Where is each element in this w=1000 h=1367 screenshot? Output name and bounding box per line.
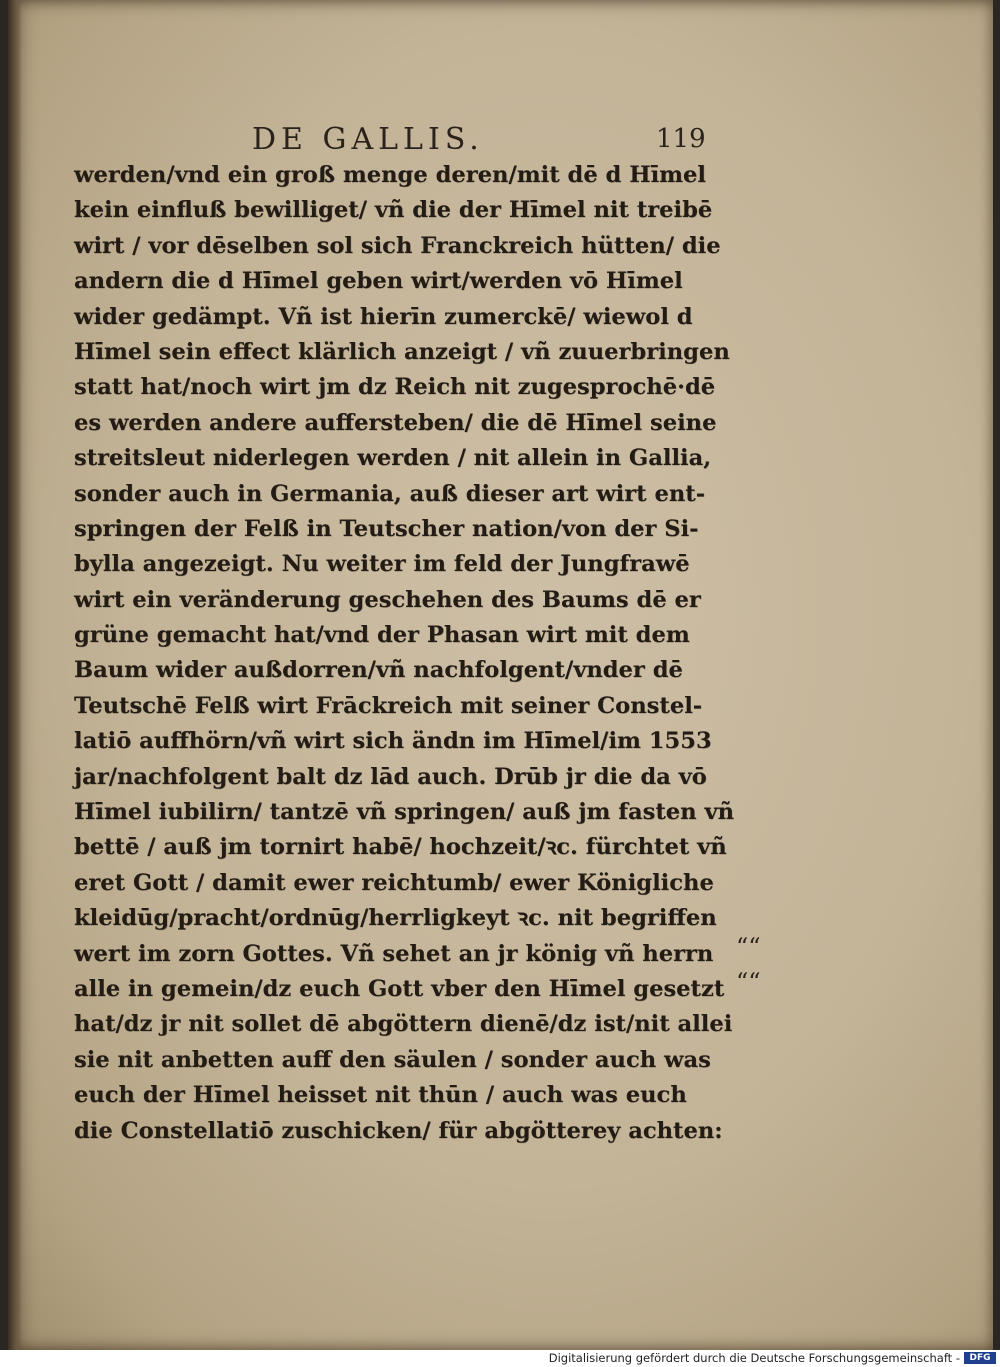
text-line: jar/nachfolgent balt dz lād auch. Drūb jr die da vō	[74, 763, 707, 790]
text-line: es werden andere auffersteben/ die dē Hīmel seine	[74, 409, 717, 436]
footer-credit: Digitalisierung gefördert durch die Deutsche Forschungsgemeinschaft -	[548, 1351, 960, 1365]
text-line: wirt ein veränderung geschehen des Baums dē er	[74, 586, 701, 613]
page-gutter-shadow	[8, 0, 22, 1350]
text-line: Hīmel sein effect klärlich anzeigt / vñ zuuerbringen	[74, 338, 730, 365]
text-line: bylla angezeigt. Nu weiter im feld der Jungfrawē	[74, 551, 690, 578]
text-line: eret Gott / damit ewer reichtumb/ ewer Königliche	[74, 869, 714, 896]
page-number: 119	[656, 124, 706, 154]
text-line: kein einfluß bewilliget/ vñ die der Hīmel nit treibē	[74, 197, 713, 224]
text-line: streitsleut niderlegen werden / nit allein in Gallia,	[74, 445, 712, 472]
dfg-logo: DFG	[964, 1352, 996, 1364]
text-line: wider gedämpt. Vñ ist hierīn zumerckē/ wiewol d	[74, 303, 693, 330]
text-line: springen der Felß in Teutscher nation/von der Si-	[74, 515, 699, 542]
text-line: die Constellatiō zuschicken/ für abgötterey achten:	[74, 1117, 723, 1144]
text-line: euch der Hīmel heisset nit thūn / auch was euch	[74, 1082, 687, 1109]
text-line: statt hat/noch wirt jm dz Reich nit zugesprochē·dē	[74, 374, 716, 401]
text-line: sonder auch in Germania, auß dieser art wirt ent-	[74, 480, 706, 507]
text-line: latiō auffhörn/vñ wirt sich ändn im Hīmel/im 1553	[74, 728, 712, 755]
body-text	[74, 158, 734, 1149]
margin-quote-mark: ““	[736, 968, 761, 997]
text-line: bettē / auß jm tornirt habē/ hochzeit/ꝛc. fürchtet vñ	[74, 834, 727, 861]
running-header: DE GALLIS.	[252, 122, 484, 157]
text-line: Baum wider außdorren/vñ nachfolgent/vnder dē	[74, 657, 683, 684]
text-line: wert im zorn Gottes. Vñ sehet an jr könig vñ herrn	[74, 940, 714, 967]
text-line: andern die d Hīmel geben wirt/werden vō Hīmel	[74, 268, 683, 295]
text-line: werden/vnd ein groß menge deren/mit dē d Hīmel	[74, 162, 707, 188]
text-line: alle in gemein/dz euch Gott vber den Hīmel gesetzt	[74, 975, 725, 1002]
text-line: kleidūg/pracht/ordnūg/herrligkeyt ꝛc. nit begriffen	[74, 905, 717, 932]
text-line: hat/dz jr nit sollet dē abgöttern dienē/dz ist/nit allei	[74, 1011, 733, 1038]
text-line: sie nit anbetten auff den säulen / sonder auch was	[74, 1046, 711, 1073]
text-line: Hīmel iubilirn/ tantzē vñ springen/ auß jm fasten vñ	[74, 799, 735, 826]
text-line: wirt / vor dēselben sol sich Franckreich hütten/ die	[74, 232, 721, 259]
text-line: grüne gemacht hat/vnd der Phasan wirt mit dem	[74, 622, 690, 649]
text-line: Teutschē Felß wirt Frāckreich mit seiner Constel-	[74, 692, 703, 719]
margin-quote-mark: ““	[736, 932, 761, 961]
